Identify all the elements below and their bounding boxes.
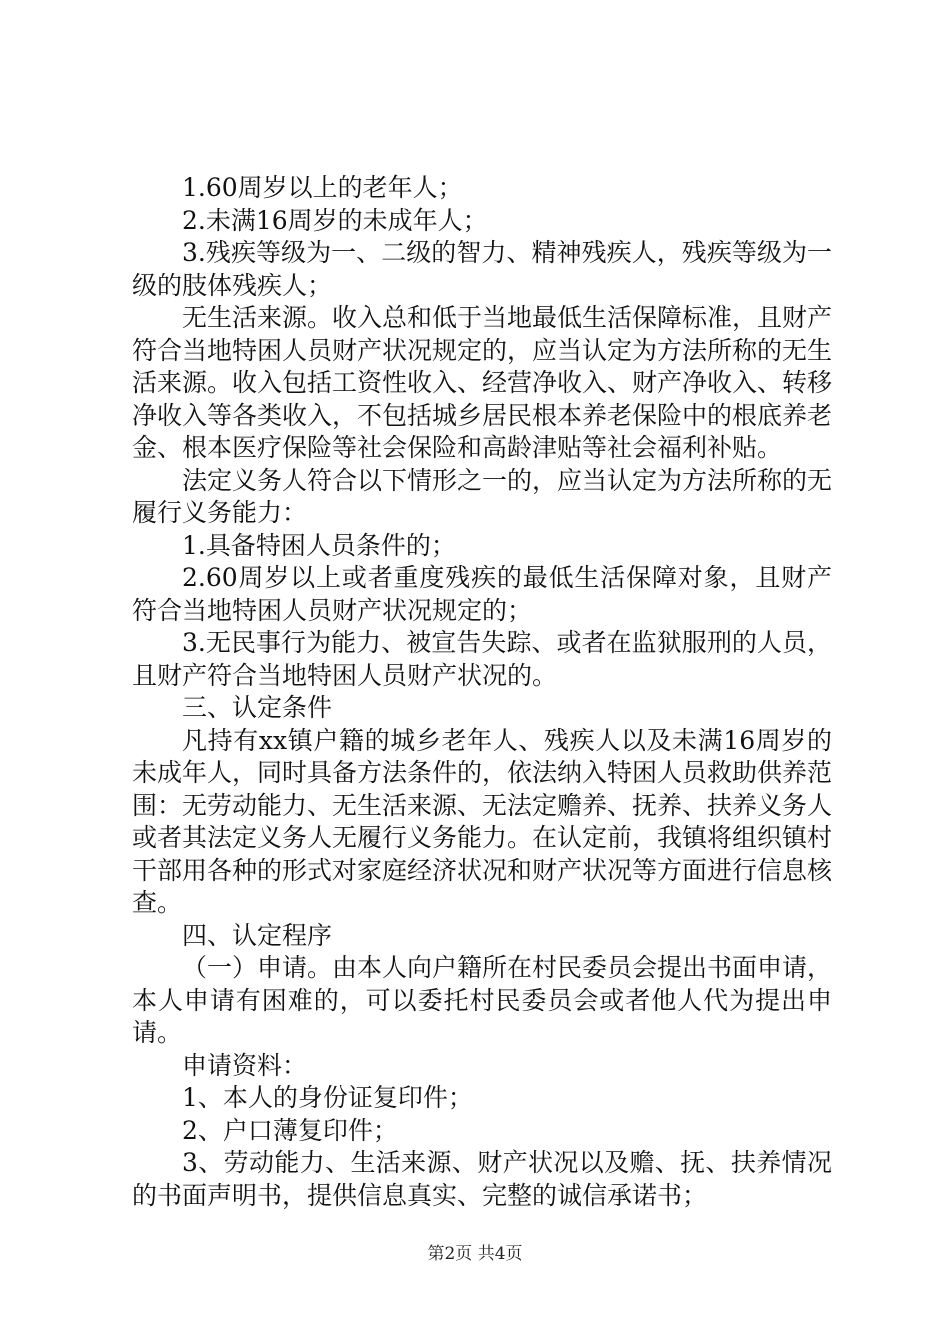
paragraph-2: 2.未满16周岁的未成年人； [182,205,488,235]
paragraph-16: 3、劳动能力、生活来源、财产状况以及赡、抚、扶养情况的书面声明书，提供信息真实、完整的诚信承诺书； [132,1148,832,1210]
section-heading-3: 三、认定条件 [182,693,333,722]
paragraph-5: 法定义务人符合以下情形之一的，应当认定为方法所称的无履行义务能力： [132,465,833,527]
paragraph-6: 1.具备特困人员条件的； [182,530,456,560]
paragraph-7: 2.60周岁以上或者重度残疾的最低生活保障对象，且财产符合当地特困人员财产状况规定的； [132,563,832,625]
paragraph-3: 3.残疾等级为一、二级的智力、精神残疾人，残疾等级为一级的肢体残疾人； [132,238,832,300]
paragraph-15: 2、户口薄复印件； [182,1115,398,1145]
page-number-footer: 第2页 共4页 [427,1244,523,1264]
paragraph-10: 凡持有xx镇户籍的城乡老年人、残疾人以及未满16周岁的未成年人，同时具备方法条件的，依法纳入特困人员救助供养范围：无劳动能力、无生活来源、无法定赡养、抚养、扶养义务人或者其法定义务人无履行义务能力。在认定前，我镇将组织镇村干部用各种的形式对家庭经济状况和财产状况等方面进行信息核查。 [132,725,833,917]
paragraph-4: 无生活来源。收入总和低于当地最低生活保障标准，且财产符合当地特困人员财产状况规定的，应当认定为方法所称的无生活来源。收入包括工资性收入、经营净收入、财产净收入、转移净收入等各类收入，不包括城乡居民根本养老保险中的根底养老金、根本医疗保险等社会保险和高龄津贴等社会福利补贴。 [132,303,833,462]
paragraph-12: （一）申请。由本人向户籍所在村民委员会提出书面申请，本人申请有困难的，可以委托村民委员会或者他人代为提出申请。 [132,953,833,1047]
paragraph-8: 3.无民事行为能力、被宣告失踪、或者在监狱服刑的人员，且财产符合当地特困人员财产状况的。 [132,628,832,690]
paragraph-1: 1.60周岁以上的老年人； [182,173,463,202]
section-heading-4: 四、认定程序 [182,920,333,950]
document-body [132,172,832,1212]
paragraph-13: 申请资料： [182,1050,308,1080]
paragraph-14: 1、本人的身份证复印件； [182,1083,473,1112]
